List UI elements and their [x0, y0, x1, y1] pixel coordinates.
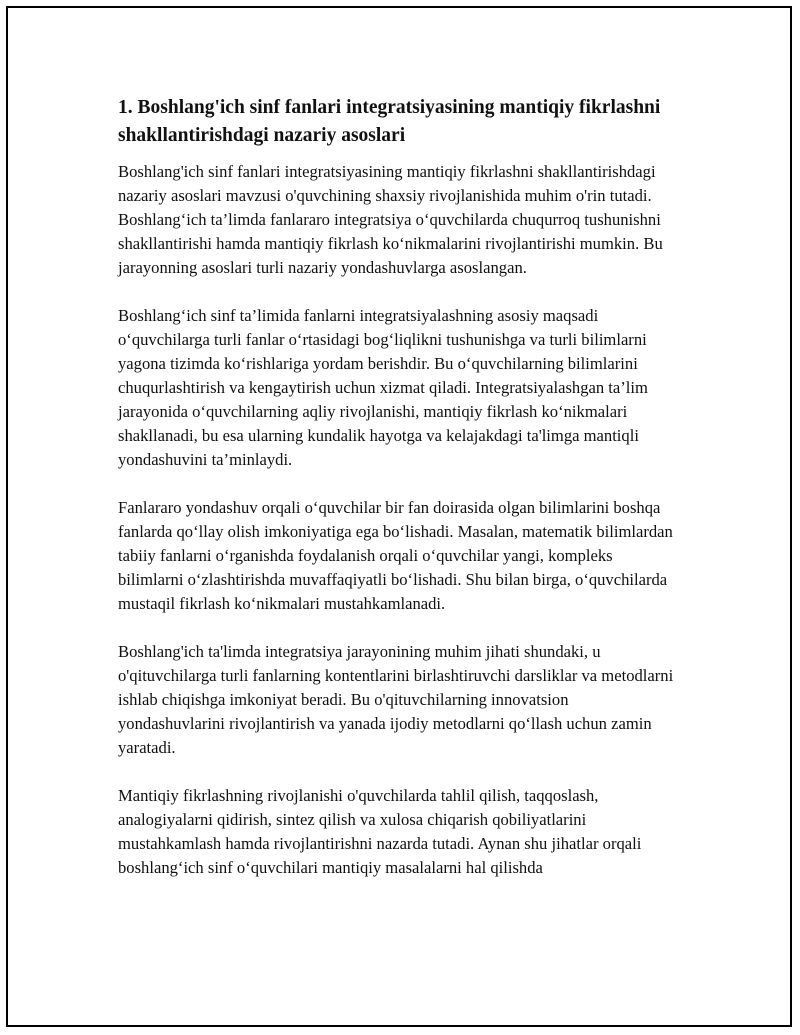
paragraph-2: Boshlang‘ich sinf ta’limida fanlarni integratsiyalashning asosiy maqsadi o‘quvchilarga turli fanlar o‘rtasidagi bog‘liqlikni tushunishga va turli bilimlarni yagona tizimda ko‘rishlariga yordam berishdir. Bu o‘quvchilarning bilimlarini chuqurlashtirish va kengaytirish uchun xizmat qiladi. Integratsiyalashgan ta’lim jarayonida o‘quvchilarning aqliy rivojlanishi, mantiqiy fikrlash ko‘nikmalari shakllanadi, bu esa ularning kundalik hayotga va kelajakdagi ta'limga mantiqli yondashuvini ta’minlaydi.	[118, 306, 648, 469]
paragraph-3: Fanlararo yondashuv orqali o‘quvchilar bir fan doirasida olgan bilimlarini boshqa fanlarda qo‘llay olish imkoniyatiga ega bo‘lishadi. Masalan, matematik bilimlardan tabiiy fanlarni o‘rganishda foydalanish orqali o‘quvchilar yangi, kompleks bilimlarni o‘zlashtirishda muvaffaqiyatli bo‘lishadi. Shu bilan birga, o‘quvchilarda mustaqil fikrlash ko‘nikmalari mustahkamlanadi.	[118, 498, 673, 613]
paragraph-1: Boshlang'ich sinf fanlari integratsiyasining mantiqiy fikrlashni shakllantirishdagi nazariy asoslari mavzusi o'quvchining shaxsiy rivojlanishida muhim o'rin tutadi. Boshlang‘ich ta’limda fanlararo integratsiya o‘quvchilarda chuqurroq tushunishni shakllantirishi hamda mantiqiy fikrlash ko‘nikmalarini rivojlantirishi mumkin. Bu jarayonning asoslari turli nazariy yondashuvlarga asoslangan.	[118, 162, 663, 277]
paragraph-5: Mantiqiy fikrlashning rivojlanishi o'quvchilarda tahlil qilish, taqqoslash, analogiyalarni qidirish, sintez qilish va xulosa chiqarish qobiliyatlarini mustahkamlash hamda rivojlantirishni nazarda tutadi. Aynan shu jihatlar orqali boshlang‘ich sinf o‘quvchilari mantiqiy masalalarni hal qilishda	[118, 786, 642, 877]
paragraph-4: Boshlang'ich ta'limda integratsiya jarayonining muhim jihati shundaki, u o'qituvchilarga turli fanlarning kontentlarini birlashtiruvchi darsliklar va metodlarni ishlab chiqishga imkoniyat beradi. Bu o'qituvchilarning innovatsion yondashuvlarini rivojlantirish va yanada ijodiy metodlarni qo‘llash uchun zamin yaratadi.	[118, 642, 674, 757]
document-body	[118, 94, 678, 904]
section-heading: 1. Boshlang'ich sinf fanlari integratsiyasining mantiqiy fikrlashni shakllantirishdagi nazariy asoslari	[118, 97, 661, 146]
